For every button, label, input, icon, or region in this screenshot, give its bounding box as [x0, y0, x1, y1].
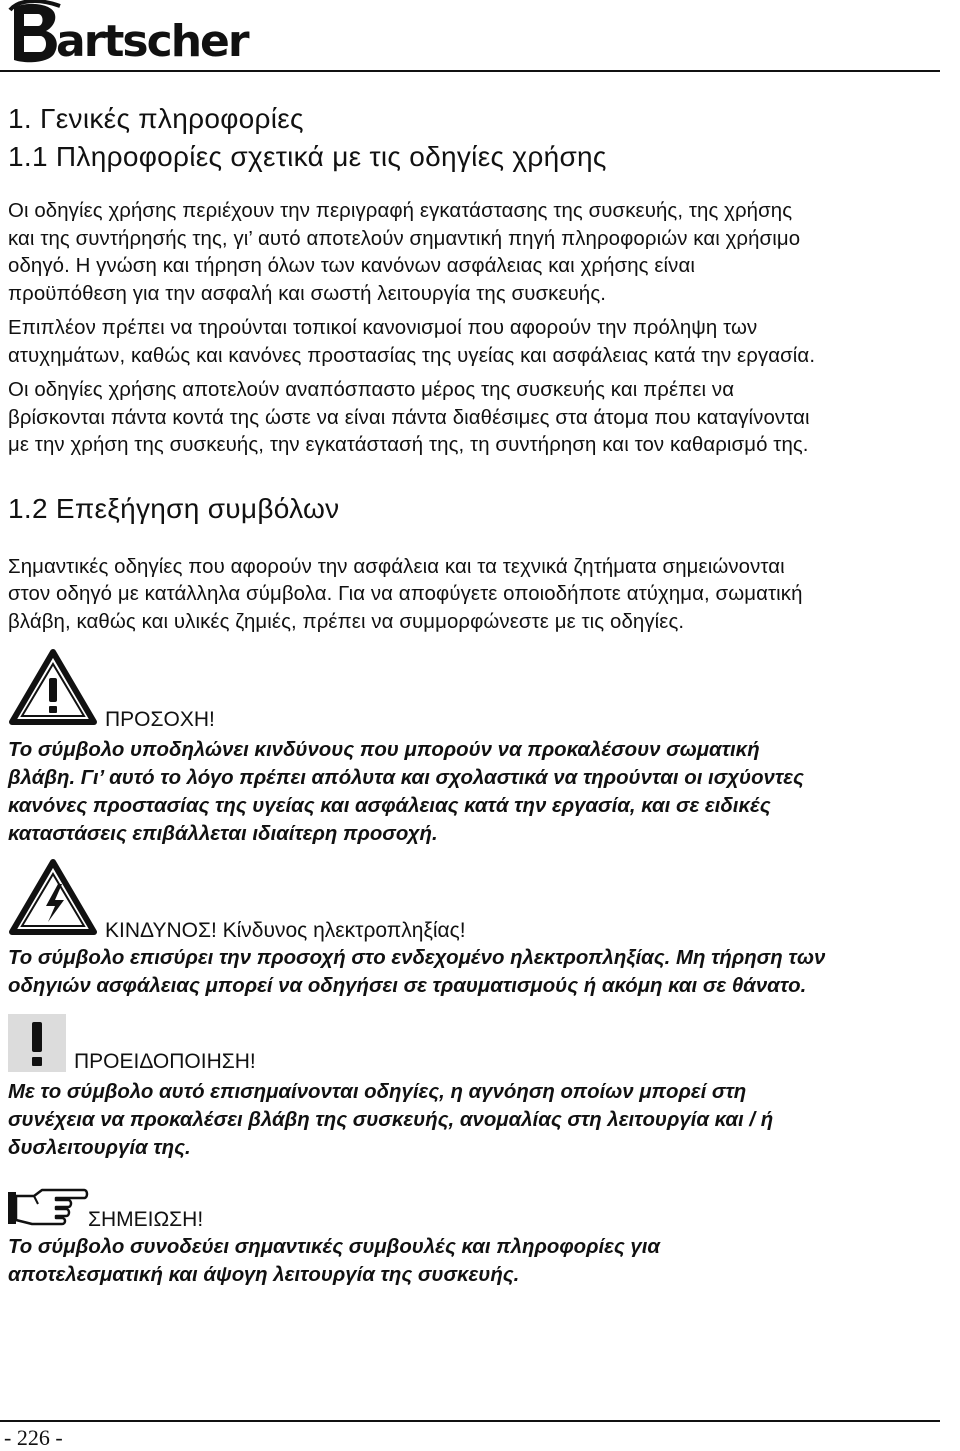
paragraph-regulations: [8, 315, 943, 370]
text-line: οδηγιών ασφάλειας μπορεί να οδηγήσει σε τραυματισμούς ή ακόμη και σε θάνατο.: [8, 975, 807, 997]
section-title: 1. Γενικές πληροφορίες: [8, 103, 304, 134]
text-line: ατυχημάτων, καθώς και κανόνες προστασίας της υγείας και ασφάλειας κατά την εργασία.: [8, 344, 816, 367]
text-line: Με το σύμβολο αυτό επισημαίνονται οδηγίες, η αγνόηση οποίων μπορεί στη: [8, 1081, 747, 1103]
exclamation-box-icon: [8, 1014, 66, 1072]
text-line: με την χρήση της συσκευής, την εγκατάστασή της, τη συντήρηση και τον καθαρισμό της.: [8, 434, 809, 456]
paragraph-intro: [8, 198, 943, 308]
text-line: Οι οδηγίες χρήσης περιέχουν την περιγραφή εγκατάστασης της συσκευής, της χρήσης: [8, 200, 793, 222]
svg-text:artscher: artscher: [56, 16, 248, 67]
warning-title: ΠΡΟΕΙΔΟΠΟΙΗΣΗ!: [74, 1050, 256, 1073]
warning-triangle-icon: [8, 648, 98, 726]
danger-description: [8, 944, 943, 1000]
text-line: προϋπόθεση για την ασφαλή και σωστή λειτουργία της συσκευής.: [8, 282, 607, 305]
text-line: οδηγό. Η γνώση και τήρηση όλων των κανόνων ασφάλειας και χρήσης είναι: [8, 255, 695, 277]
text-line: Σημαντικές οδηγίες που αφορούν την ασφάλεια και τα τεχνικά ζητήματα σημειώνονται: [8, 555, 785, 578]
page-content: [8, 100, 943, 636]
pointing-hand-icon: [8, 1186, 88, 1228]
text-line: καταστάσεις επιβάλλεται ιδιαίτερη προσοχή.: [8, 823, 438, 845]
text-line: βρίσκονται πάντα κοντά της ώστε να είναι πάντα διαθέσιμες στα άτομα που καταγίνονται: [8, 406, 810, 429]
text-line: Το σύμβολο συνοδεύει σημαντικές συμβουλές και πληροφορίες για: [8, 1236, 661, 1258]
text-line: Επιπλέον πρέπει να τηρούνται τοπικοί κανονισμοί που αφορούν την πρόληψη των: [8, 317, 758, 339]
note-description: [8, 1233, 943, 1289]
subsection-title-1-2: 1.2 Επεξήγηση συμβόλων: [8, 492, 340, 524]
caution-title: ΠΡΟΣΟΧΗ!: [105, 708, 215, 731]
text-line: και της συντήρησής της, γι’ αυτό αποτελούν σημαντική πηγή πληροφοριών και χρήσιμο: [8, 227, 801, 250]
text-line: βλάβη. Γι’ αυτό το λόγο πρέπει απόλυτα και σχολαστικά να τηρούνται οι ισχύοντες: [8, 767, 804, 789]
text-line: στον οδηγό με κατάλληλα σύμβολα. Για να αποφύγετε οποιοδήποτε ατύχημα, σωματική: [8, 583, 803, 605]
text-line: Το σύμβολο επισύρει την προσοχή στο ενδεχομένο ηλεκτροπληξίας. Μη τήρηση των: [8, 947, 826, 969]
note-title: ΣΗΜΕΙΩΣΗ!: [88, 1208, 204, 1231]
electric-hazard-triangle-icon: [8, 858, 98, 936]
warning-description: [8, 1078, 943, 1162]
caution-description: [8, 736, 943, 848]
subsection-title-1-1: 1.1 Πληροφορίες σχετικά με τις οδηγίες χρήσης: [8, 141, 607, 172]
danger-title: ΚΙΝΔΥΝΟΣ! Κίνδυνος ηλεκτροπληξίας!: [105, 919, 466, 942]
text-line: Το σύμβολο υποδηλώνει κινδύνους που μπορούν να προκαλέσουν σωματική: [8, 739, 760, 761]
paragraph-symbols-intro: [8, 554, 943, 637]
page-number: - 226 -: [4, 1425, 63, 1450]
header-rule: [0, 70, 940, 72]
text-line: βλάβη, καθώς και υλικές ζημιές, πρέπει να συμμορφώνεστε με τις οδηγίες.: [8, 610, 685, 633]
bartscher-logo: [8, 0, 248, 67]
text-line: Οι οδηγίες χρήσης αποτελούν αναπόσπαστο μέρος της συσκευής και πρέπει να: [8, 379, 735, 401]
text-line: συνέχεια να προκαλέσει βλάβη της συσκευής, ανομαλίας στη λειτουργία και / ή: [8, 1109, 774, 1131]
text-line: κανόνες προστασίας της υγείας και ασφάλειας κατά την εργασία, και σε ειδικές: [8, 795, 771, 817]
text-line: δυσλειτουργία της.: [8, 1137, 191, 1159]
footer-rule: [0, 1420, 940, 1422]
text-line: αποτελεσματική και άψογη λειτουργία της συσκευής.: [8, 1264, 520, 1286]
paragraph-availability: [8, 377, 943, 460]
